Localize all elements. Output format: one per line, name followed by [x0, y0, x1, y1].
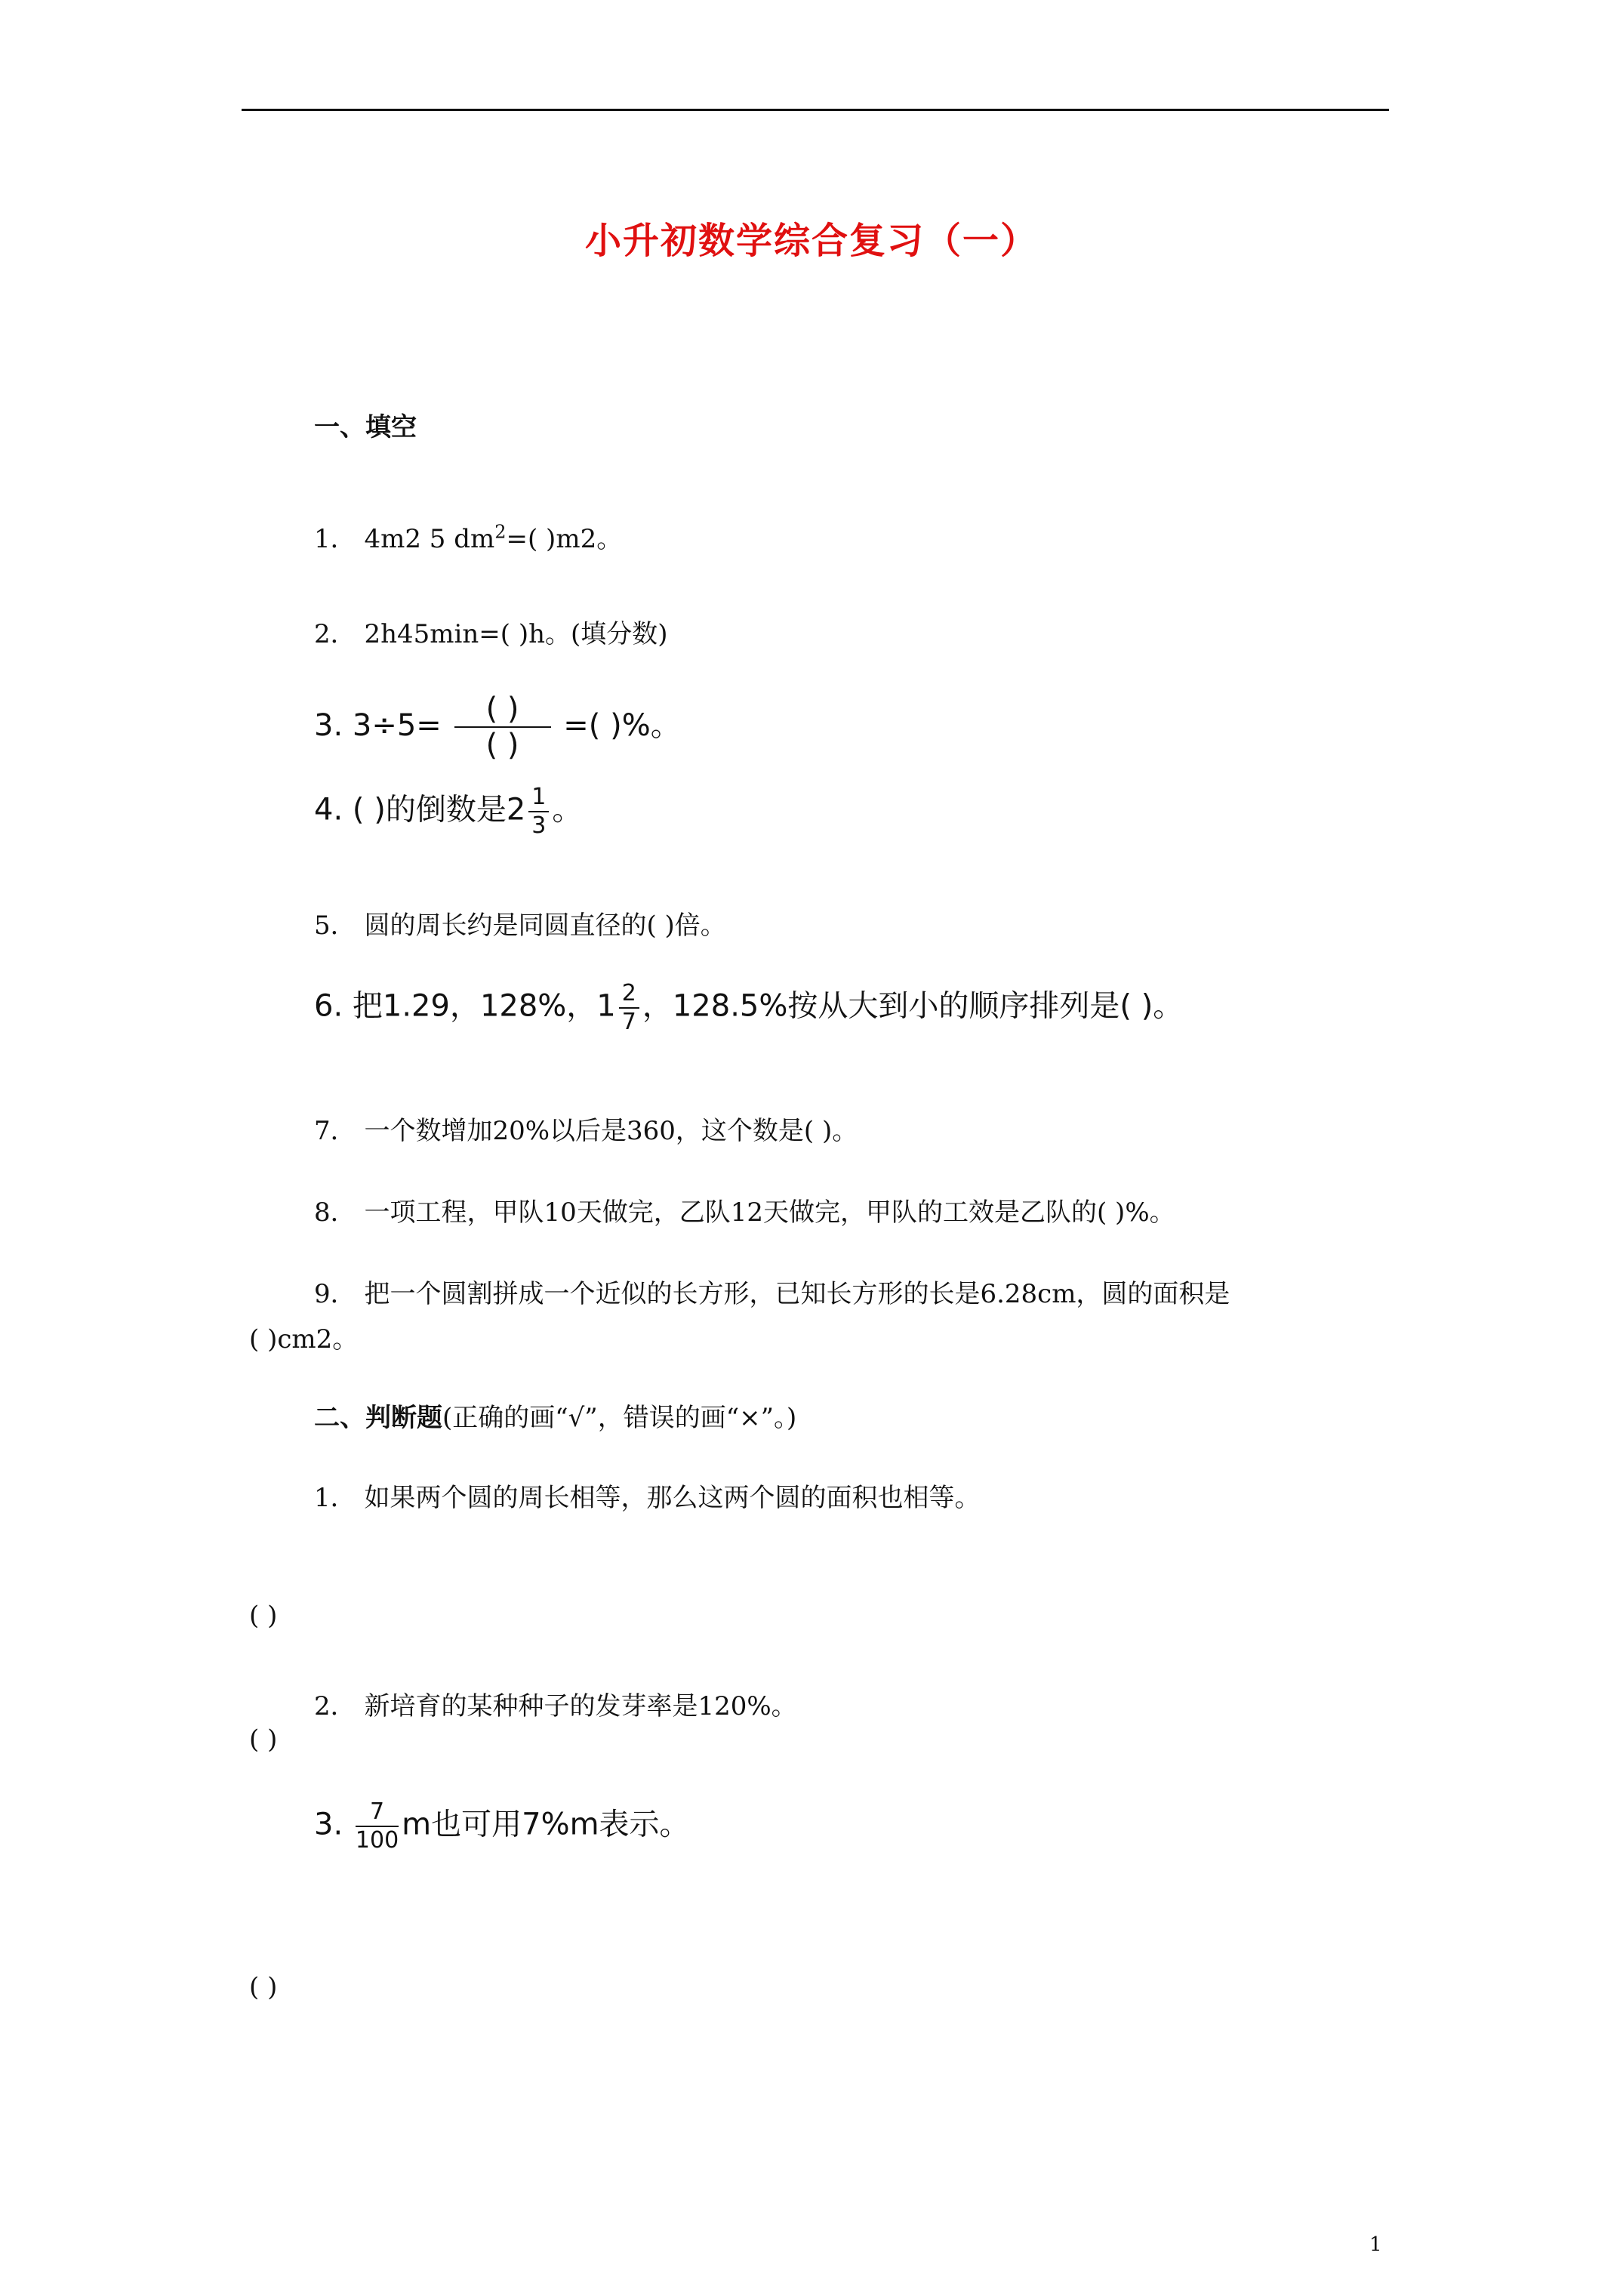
question-1-8: [314, 1191, 1175, 1228]
question-1-7: [314, 1110, 858, 1147]
question-1-2: [314, 613, 668, 650]
question-1-6: [314, 982, 1183, 1034]
question-text: 一个数增加20%以后是360，这个数是( )。: [364, 1116, 858, 1146]
question-text: 一项工程，甲队10天做完，乙队12天做完，甲队的工效是乙队的( )%。: [364, 1197, 1175, 1228]
fraction-numerator: 7: [356, 1800, 399, 1827]
question-text: 新培育的某种种子的发芽率是120%。: [364, 1691, 797, 1721]
page-title: 小升初数学综合复习（一）: [584, 220, 1038, 262]
question-number: 1．: [314, 524, 356, 554]
question-number: 3.: [314, 708, 343, 743]
fraction-numerator: 1: [528, 785, 549, 812]
answer-blank-2-3: ( ): [249, 1972, 278, 2002]
answer-blank-2-2: ( ): [249, 1724, 278, 1755]
fraction-denominator: 3: [531, 812, 547, 839]
fraction-numerator: ( ): [454, 693, 551, 728]
question-2-2: [314, 1685, 797, 1722]
question-text: 如果两个圆的周长相等，那么这两个圆的面积也相等。: [364, 1483, 981, 1513]
question-text: 3÷5=: [352, 708, 442, 743]
fraction: [454, 693, 551, 761]
question-number: 3.: [314, 1807, 343, 1842]
question-number: 5．: [314, 911, 356, 941]
fraction: [619, 982, 639, 1034]
question-text: 4m2 5 dm: [364, 524, 495, 554]
question-1-9-continuation: ( )cm2。: [249, 1324, 359, 1354]
question-text: 。: [552, 792, 583, 827]
question-2-1: [314, 1477, 980, 1514]
page-number: 1: [1369, 2233, 1382, 2256]
question-1-4: [314, 785, 582, 837]
question-text: 2h45min=( )h。(填分数): [364, 619, 668, 649]
section-heading-fill-in: 一、填空: [314, 412, 417, 442]
answer-blank-2-1: ( ): [249, 1601, 278, 1631]
fraction: [528, 785, 549, 837]
section-heading-true-false: [314, 1397, 796, 1434]
fraction-denominator: ( ): [485, 728, 519, 763]
question-number: 7．: [314, 1116, 356, 1146]
question-text: m也可用7%m表示。: [402, 1807, 690, 1842]
superscript: 2: [494, 521, 507, 543]
question-number: 2．: [314, 1691, 356, 1721]
fraction-numerator: 2: [619, 982, 639, 1009]
question-number: 9．: [314, 1279, 356, 1309]
question-text: 把一个圆割拼成一个近似的长方形，已知长方形的长是6.28cm，圆的面积是: [364, 1279, 1230, 1309]
question-1-5: [314, 905, 726, 942]
question-text: 圆的周长约是同圆直径的( )倍。: [364, 911, 726, 941]
fraction-denominator: 100: [355, 1826, 399, 1854]
question-2-3: [314, 1800, 690, 1852]
header-rule: [242, 109, 1389, 111]
question-text: ( )的倒数是2: [352, 792, 526, 827]
question-1-9: [314, 1273, 1230, 1310]
question-text: =( )%。: [563, 708, 681, 743]
question-number: 1．: [314, 1483, 356, 1513]
question-number: 8．: [314, 1197, 356, 1228]
question-number: 6.: [314, 988, 343, 1024]
question-text: 把1.29，128%，1: [352, 988, 616, 1024]
fraction-denominator: 7: [621, 1008, 636, 1035]
fraction: [356, 1800, 399, 1852]
question-1-3: [314, 693, 681, 761]
section-heading-note: (正确的画“√”，错误的画“×”。): [442, 1403, 797, 1433]
question-text: ，128.5%按从大到小的顺序排列是( )。: [642, 988, 1184, 1024]
question-1-1: [314, 518, 622, 555]
section-heading: 二、判断题: [314, 1403, 442, 1433]
question-text: =( )m2。: [506, 524, 623, 554]
question-number: 4.: [314, 792, 343, 827]
question-number: 2．: [314, 619, 356, 649]
